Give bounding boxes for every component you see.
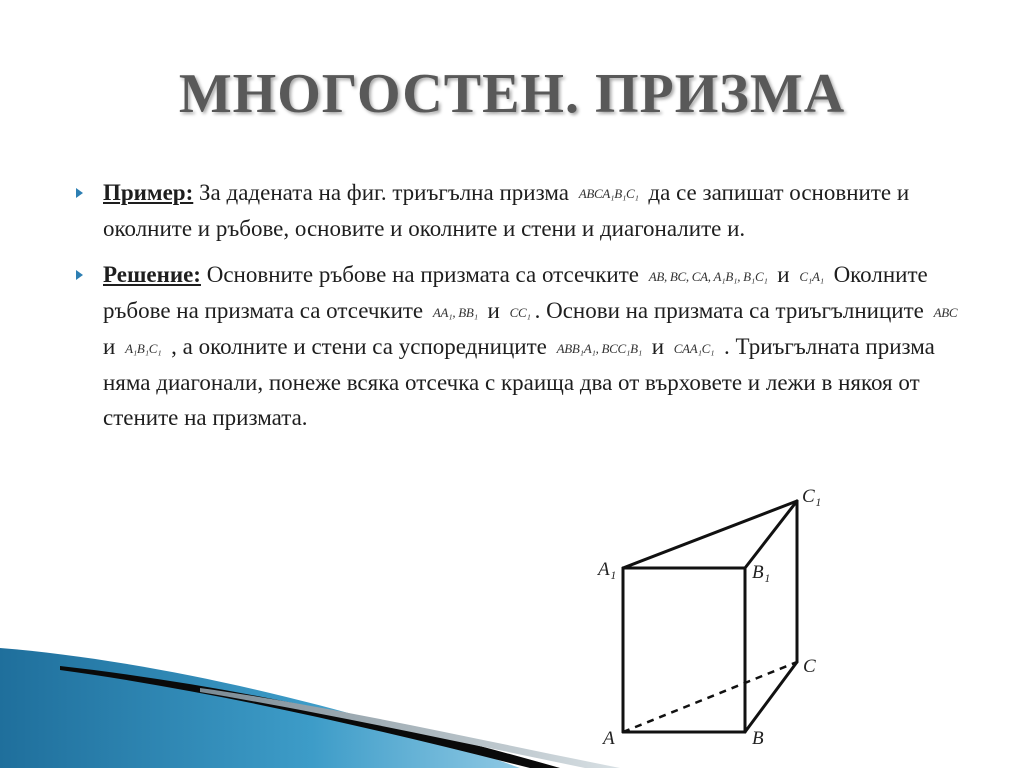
bullet-solution [76, 258, 976, 435]
solution-text-6: и [103, 334, 122, 360]
prism-figure [590, 482, 830, 762]
formula-faces-1: ABB₁A₁, BCC₁B₁ [556, 340, 642, 356]
vertex-label-c1: C₁ [802, 486, 822, 507]
bullet-arrow-icon [76, 270, 83, 280]
solution-text-2: и [771, 262, 796, 288]
formula-edge-cc1: CC₁ [509, 304, 531, 320]
bullet-arrow-icon [76, 188, 83, 198]
bullet-example [76, 176, 976, 246]
formula-base-abc: ABC [933, 304, 958, 320]
content-list [76, 176, 976, 447]
solution-text-8: и [645, 334, 670, 360]
solution-text-5: . Основи на призмата са триъгълниците [534, 298, 930, 324]
formula-prism: ABCA₁B₁C₁ [578, 186, 639, 202]
solution-label: Решение: [103, 262, 201, 288]
vertex-label-a1: A₁ [598, 559, 617, 580]
vertex-label-b: B [752, 728, 764, 749]
vertex-label-b1: B₁ [752, 562, 771, 583]
example-label: Пример: [103, 180, 194, 205]
formula-lateral-edges: AA₁, BB₁ [432, 304, 478, 320]
page-title: МНОГОСТЕН. ПРИЗМА [178, 63, 846, 125]
solution-text-1: Основните ръбове на призмата са отсечките [200, 262, 645, 288]
formula-base-edges: AB, BC, CA, A₁B₁, B₁C₁ [648, 268, 768, 284]
solution-text-9: . Триъгълната призма няма диагонали, понеже всяка отсечка с краища два от върховете и лежи в някоя от стените на призмата. [103, 334, 935, 430]
solution-text-7: , а околните и стени са успоредниците [165, 334, 553, 360]
example-text-1: За дадената на фиг. триъгълна призма [193, 180, 575, 205]
vertex-label-a: A [603, 728, 615, 749]
vertex-label-c: C [803, 656, 816, 677]
solution-text-3: Околните ръбове на призмата са отсечките [103, 262, 928, 324]
formula-base-a1b1c1: A₁B₁C₁ [125, 340, 162, 356]
solution-text-4: и [481, 298, 506, 324]
formula-edge-c1a1: C₁A₁ [799, 268, 824, 284]
formula-face-caa1c1: CAA₁C₁ [673, 340, 715, 356]
example-text-2: да се запишат основните и околните и ръбове, основите и околните и стени и диагоналите и. [103, 180, 910, 241]
decorative-swoosh [0, 630, 620, 768]
